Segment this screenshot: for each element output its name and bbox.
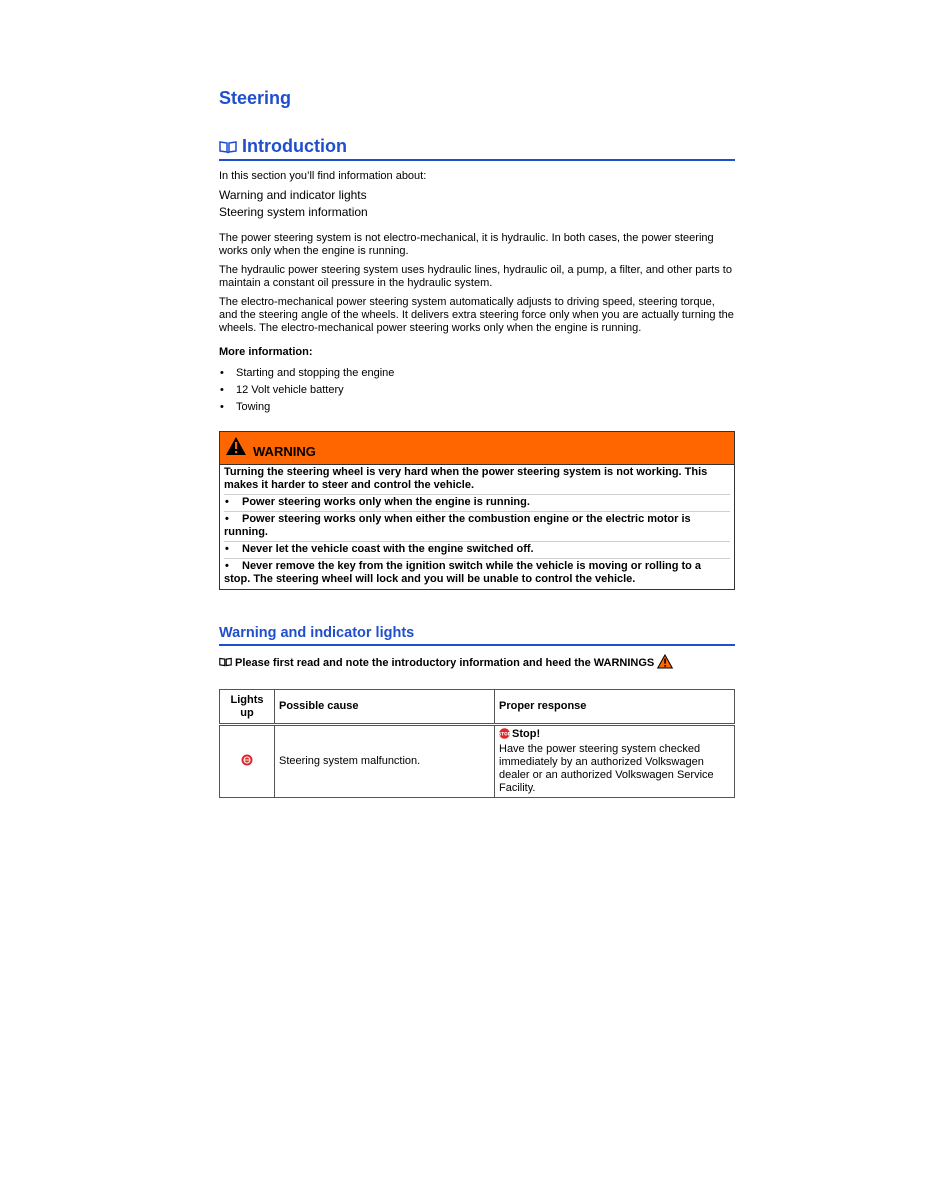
warning-item: • Power steering works only when the engine is running.	[224, 495, 730, 511]
column-header-lights-up: Lights up	[220, 690, 275, 725]
stop-icon	[499, 728, 510, 743]
intro-paragraph: The electro-mechanical power steering system automatically adjusts to driving speed, steering torque, and the steering angle of the wheels. It delivers extra steering force only when you are actually turning the wheels. The electro-mechanical power steering works only when the engine is running.	[219, 296, 734, 334]
cause-cell: Steering system malfunction.	[275, 725, 495, 798]
introduction-heading	[219, 136, 735, 161]
table-row	[220, 725, 735, 798]
warning-box	[219, 431, 735, 590]
warning-body	[220, 465, 734, 588]
first-read-note	[219, 654, 673, 672]
table-header-row	[220, 690, 735, 725]
book-icon	[219, 138, 237, 159]
introduction-title: Introduction	[242, 136, 347, 156]
topic-link-steering-info[interactable]: Steering system information	[219, 205, 368, 219]
more-info-list	[219, 365, 394, 416]
warning-triangle-icon[interactable]	[657, 654, 673, 672]
warning-item: • Never remove the key from the ignition switch while the vehicle is moving or rolling to a stop. The steering wheel will lock and you will be unable to control the vehicle.	[224, 559, 730, 588]
warning-item: • Power steering works only when either the combustion engine or the electric motor is running.	[224, 512, 730, 541]
more-info-link[interactable]: • 12 Volt vehicle battery	[219, 382, 394, 399]
svg-text:STOP: STOP	[498, 731, 511, 737]
book-icon	[219, 657, 232, 670]
stop-title: Stop!	[512, 728, 541, 740]
column-header-possible-cause: Possible cause	[275, 690, 495, 725]
warning-header	[220, 432, 734, 465]
topic-link-warning-lights[interactable]: Warning and indicator lights	[219, 188, 367, 202]
section-title: Steering	[219, 88, 292, 108]
warning-item: • Never let the vehicle coast with the engine switched off.	[224, 542, 730, 558]
warning-lights-table	[219, 689, 735, 798]
stop-line	[499, 728, 730, 743]
more-info-link[interactable]: • Starting and stopping the engine	[219, 365, 394, 382]
more-info-label: More information:	[219, 346, 313, 358]
warning-lights-heading: Warning and indicator lights	[219, 625, 735, 646]
intro-paragraph: The hydraulic power steering system uses hydraulic lines, hydraulic oil, a pump, a filter, and other parts to maintain a constant oil pressure in the hydraulic system.	[219, 264, 732, 289]
response-text: Have the power steering system checked immediately by an authorized Volkswagen dealer or an authorized Volkswagen Service Facility.	[499, 743, 714, 794]
intro-paragraph: The power steering system is not electro-mechanical, it is hydraulic. In both cases, the power steering works only when the engine is running.	[219, 232, 714, 257]
first-read-text[interactable]: Please first read and note the introductory information and heed the WARNINGS	[235, 657, 655, 669]
warning-label: WARNING	[253, 444, 316, 459]
response-cell	[495, 725, 735, 798]
light-cell	[220, 725, 275, 798]
more-info-link[interactable]: • Towing	[219, 399, 394, 416]
column-header-proper-response: Proper response	[495, 690, 735, 725]
steering-warning-light-red-icon	[241, 757, 253, 769]
warning-triangle-icon	[225, 436, 247, 461]
warning-lead: Turning the steering wheel is very hard when the power steering system is not working. This makes it harder to steer and control the vehicle.	[224, 466, 708, 491]
intro-lead: In this section you’ll find information about:	[219, 170, 427, 182]
